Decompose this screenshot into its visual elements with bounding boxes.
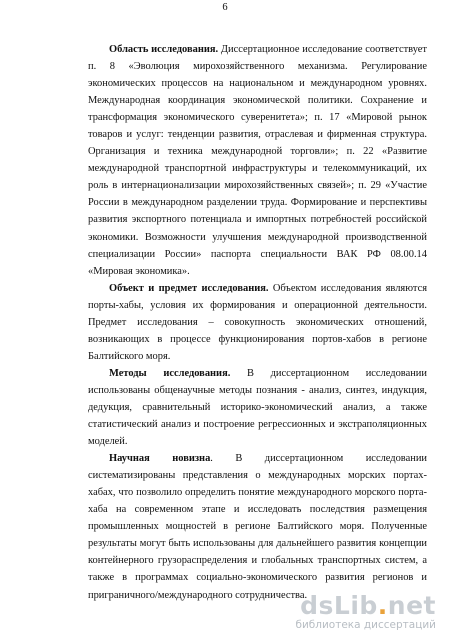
paragraph-object-subject (88, 280, 427, 365)
logo-dot: . (377, 591, 388, 620)
logo-tld: net (387, 591, 436, 620)
paragraph-text: Объектом исследования являются порты-хабы, условия их формирования и операционной деятельности. Предмет исследования – совокупность экономических отношений, возникающих в процессе функционирования портов-хабов в регионе Балтийского моря. (88, 282, 428, 362)
paragraph-heading: Область исследования. (109, 44, 219, 55)
paragraph-text: В диссертационном исследовании использованы общенаучные методы познания - анализ, синтез, индукция, дедукция, сравнительный историко-экономический анализ, а также статистический анализ и построение регрессионных и экстраполяционных моделей. (88, 367, 427, 448)
dslib-logo (286, 593, 436, 619)
dslib-watermark (286, 593, 436, 631)
paragraph-methods (88, 365, 427, 450)
paragraph-heading: Методы исследования. (109, 367, 231, 379)
page-number: 6 (222, 2, 228, 13)
paragraph-research-area (88, 41, 427, 280)
paragraph-text: . В диссертационном исследовании систематизированы представления о международных морских портах-хабах, что позволило определить понятие международного морского порта-хаба на современном этапе и исследовать последствия размещения промышленных мощностей в регионе Балтийского моря. Полученные результаты могут быть использованы для дальнейшего развития концепции контейнерного грузораспределения и глобальных транспортных систем, а также в программах социально-экономического развития регионов и приграничного/международного сотрудничества. (88, 453, 427, 601)
paragraph-heading: Объект и предмет исследования. (109, 282, 269, 294)
paragraph-heading: Научная новизна (109, 453, 211, 465)
logo-main: dsLib (300, 591, 378, 620)
paragraph-text: Диссертационное исследование соответствует п. 8 «Эволюция мирохозяйственного механизма. Регулирование экономических процессов на национальном и международном уровнях. Международная координация экономической политики. Сохранение и трансформация экономического суверенитета»; п. 17 «Мировой рынок товаров и услуг: тенденции развития, отраслевая и фирменная структура. Организация и техника международной торговли»; п. 22 «Развитие международной транспортной инфраструктуры и телекоммуникаций, их роль в интернационализации мирохозяйственных связей»; п. 29 «Участие России в международном разделении труда. Формирование и перспективы развития экспортного потенциала и импортных потребностей российской экономики. Возможности улучшения международной производственной специализации России» паспорта специальности ВАК РФ 08.00.14 «Мировая экономика». (88, 44, 427, 277)
dslib-tagline: библиотека диссертаций (295, 619, 436, 631)
document-body (88, 41, 427, 604)
paragraph-novelty (88, 450, 427, 603)
